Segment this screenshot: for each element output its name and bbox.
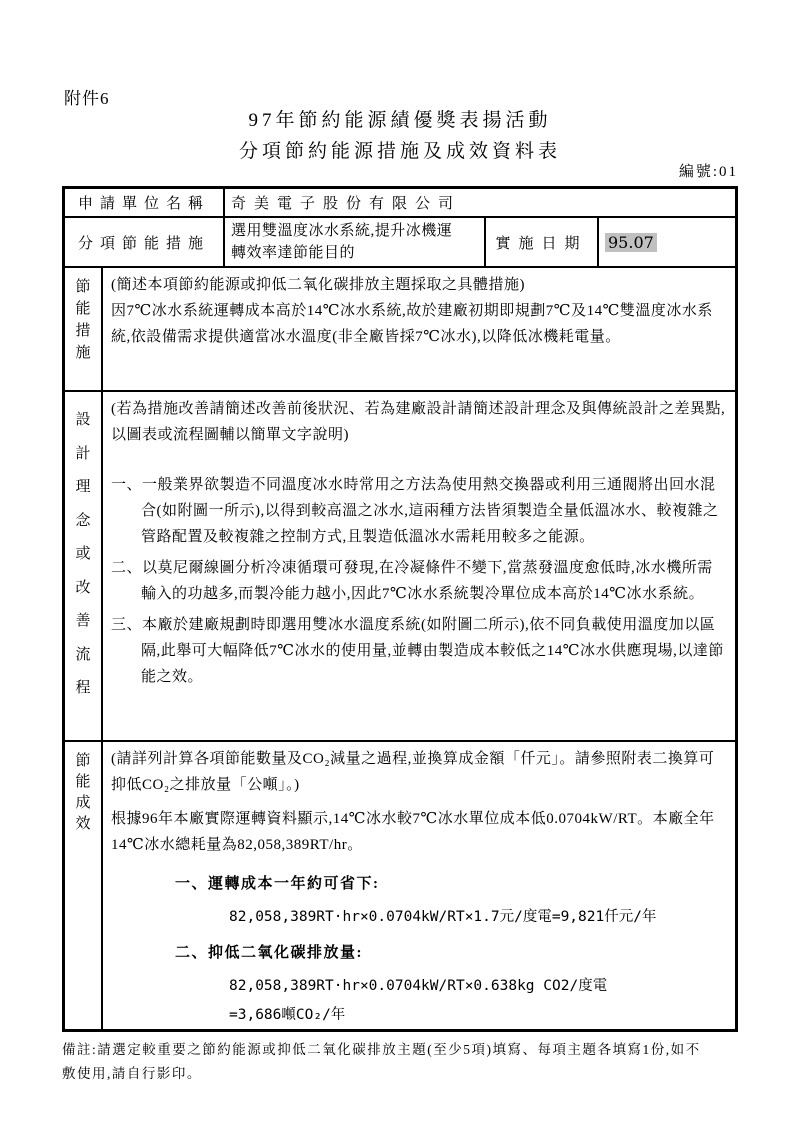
measure-detail-label-cell	[65, 268, 101, 390]
attachment-label: 附件6	[64, 89, 110, 108]
document-title: 97年節約能源績優獎表揚活動	[248, 110, 552, 131]
measure-value-cell	[223, 218, 484, 266]
calc2-heading: 二、抑低二氧化碳排放量:	[175, 945, 363, 961]
measure-label-cell	[65, 218, 223, 266]
design-label-cell	[65, 392, 101, 740]
applicant-value-cell	[223, 189, 735, 216]
calc2-formula-line1: 82,058,389RT·hr×0.0704kW/RT×0.638kg CO2/度電	[229, 978, 608, 994]
effect-label: 節能成效	[75, 753, 91, 832]
design-item-3: 三、本廠於建廠規劃時即選用雙冰水溫度系統(如附圖二所示),依不同負載使用溫度加以區隔,此舉可大幅降低7℃冰水的使用量,並轉由製造成本較低之14℃冰水供應現場,以達節能之效。	[111, 617, 724, 686]
date-value-cell	[597, 218, 735, 266]
design-item-1: 一、一般業界欲製造不同溫度冰水時常用之方法為使用熱交換器或利用三通閥將出回水混合(如附圖一所示),以得到較高溫之冰水,這兩種方法皆須製造全量低溫冰水、較複雜之管路配置及較複雜之控制方式,且製造低溫冰水需耗用較多之能源。	[111, 477, 719, 546]
applicant-label: 申請單位名稱	[77, 196, 210, 213]
measure-detail-content	[101, 268, 735, 390]
measure-detail-label: 節能措施	[75, 279, 91, 362]
effect-body: 根據96年本廠實際運轉資料顯示,14℃冰水較7℃冰水單位成本低0.0704kW/RT。本廠全年14℃冰水總耗量為82,058,389RT/hr。	[111, 811, 715, 853]
effect-content	[101, 742, 735, 1029]
row-measure-detail	[65, 266, 735, 390]
measure-detail-body: 因7℃冰水系統運轉成本高於14℃冰水系統,故於建廠初期即規劃7℃及14℃雙溫度冰水系統,依設備需求提供適當冰水溫度(非全廠皆採7℃冰水),以降低冰機耗電量。	[111, 303, 713, 346]
design-label: 設計理念或改善流程	[75, 412, 91, 697]
footer-note: 備註:請選定較重要之節約能源或抑低二氧化碳排放主題(至少5項)填寫、每項主題各填寫1份,如不敷使用,請自行影印。	[62, 1042, 701, 1081]
document-subtitle: 分項節約能源措施及成效資料表	[238, 141, 561, 162]
row-design	[65, 390, 735, 740]
measure-label: 分項節能措施	[77, 235, 210, 252]
design-content	[101, 392, 735, 740]
calc1-formula: 82,058,389RT·hr×0.0704kW/RT×1.7元/度電=9,821仟元/年	[229, 909, 657, 925]
design-item-2: 二、以莫尼爾線圖分析冷凍循環可發現,在冷凝條件不變下,當蒸發溫度愈低時,冰水機所需輸入的功越多,而製冷能力越小,因此7℃冰水系統製冷單位成本高於14℃冰水系統。	[111, 560, 713, 603]
applicant-label-cell	[65, 189, 223, 216]
row-applicant	[65, 189, 735, 216]
serial-number: 編號:01	[678, 164, 738, 180]
effect-label-cell	[65, 742, 101, 1029]
form-table	[62, 186, 738, 1032]
effect-hint: (請詳列計算各項節能數量及CO₂減量之過程,並換算成金額「仟元」。請參照附表二換算可抑低CO₂之排放量「公噸」。)	[111, 751, 715, 793]
calc2-formula-line2: =3,686噸CO₂/年	[229, 1007, 346, 1023]
design-hint: (若為措施改善請簡述改善前後狀況、若為建廠設計請簡述設計理念及與傳統設計之差異點,以圖表或流程圖輔以簡單文字說明)	[111, 401, 726, 444]
measure-value: 選用雙溫度冰水系統,提升冰機運轉效率達節能目的	[231, 223, 453, 262]
date-label-cell	[484, 218, 597, 266]
row-effect	[65, 740, 735, 1029]
calc1-heading: 一、運轉成本一年約可省下:	[175, 876, 380, 892]
date-label: 實施日期	[495, 235, 588, 252]
applicant-value: 奇美電子股份有限公司	[231, 196, 462, 213]
row-measure	[65, 216, 735, 266]
measure-detail-hint: (簡述本項節約能源或抑低二氧化碳排放主題採取之具體措施)	[111, 277, 525, 294]
date-value-field: 95.07	[605, 233, 657, 252]
